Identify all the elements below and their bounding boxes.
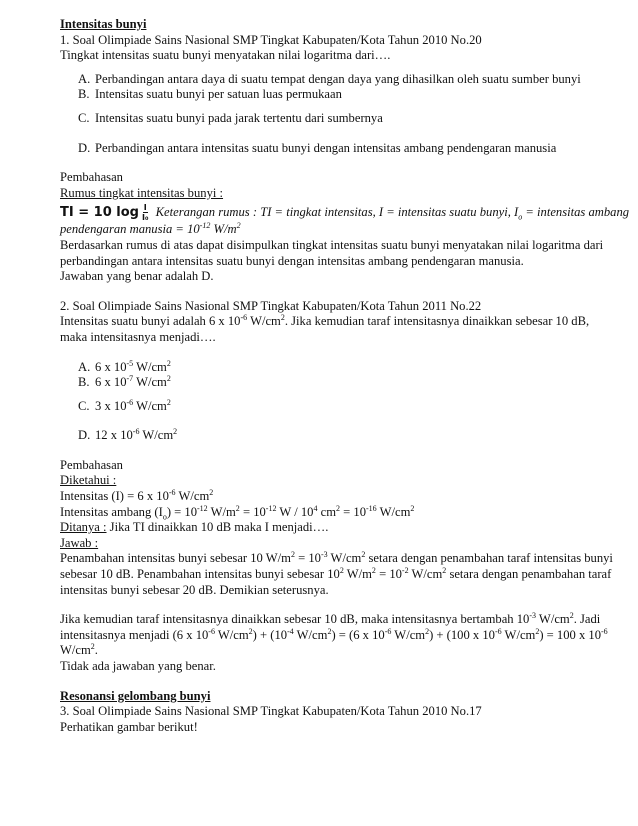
text-part: W / 10 bbox=[276, 504, 314, 519]
text-part: 12 x 10 bbox=[95, 428, 133, 443]
pembahasan-1-label: Pembahasan bbox=[60, 170, 123, 185]
exponent: -4 bbox=[287, 626, 294, 636]
option-letter: B. bbox=[78, 87, 90, 102]
q2-option-b bbox=[60, 375, 610, 391]
text-part: W/m bbox=[343, 567, 372, 582]
question-3-heading: 3. Soal Olimpiade Sains Nasional SMP Tingkat Kabupaten/Kota Tahun 2010 No.17 bbox=[60, 704, 482, 719]
formula-image bbox=[60, 203, 148, 222]
exponent: 2 bbox=[248, 626, 253, 636]
option-text: Perbandingan antara intensitas suatu bunyi dengan intensitas ambang pendengaran manusia bbox=[95, 140, 557, 155]
exponent: 4 bbox=[313, 503, 318, 513]
text-part: setara dengan penambahan taraf intensitas bunyi bbox=[365, 551, 613, 566]
option-text bbox=[95, 360, 171, 376]
option-letter: B. bbox=[78, 375, 90, 390]
question-2-text-2: maka intensitasnya menjadi…. bbox=[60, 329, 216, 344]
option-text: Perbandingan antara daya di suatu tempat dengan daya yang dihasilkan oleh suatu sumber bunyi bbox=[95, 71, 581, 86]
exponent: 2 bbox=[166, 373, 171, 383]
q1-option-b bbox=[60, 87, 610, 103]
text-part: = 10 bbox=[340, 504, 366, 519]
q2-option-c bbox=[60, 399, 610, 415]
text-part: Intensitas ambang (I bbox=[60, 504, 163, 519]
keterangan-part: = intensitas ambang bbox=[522, 204, 630, 219]
option-letter: A. bbox=[78, 359, 91, 374]
pembahasan-2-label: Pembahasan bbox=[60, 457, 123, 472]
option-text bbox=[95, 375, 171, 391]
exponent: 2 bbox=[209, 487, 214, 497]
text-part: W/cm bbox=[139, 428, 174, 443]
formula-left: TI = 10 log bbox=[60, 205, 139, 221]
section-title-intensitas: Intensitas bunyi bbox=[60, 17, 147, 31]
result-line-3 bbox=[60, 643, 610, 659]
formula-line bbox=[60, 203, 630, 223]
text-part: ) + (100 x 10 bbox=[429, 627, 495, 642]
keterangan-sub: o bbox=[518, 212, 523, 222]
text-part: W/m bbox=[207, 504, 236, 519]
explanation-line-2 bbox=[60, 567, 610, 583]
option-letter: C. bbox=[78, 398, 90, 413]
known-threshold bbox=[60, 505, 610, 521]
text-part: Penambahan intensitas bunyi sebesar 10 W/m bbox=[60, 551, 291, 566]
text-part: 6 x 10 bbox=[95, 359, 127, 374]
exponent: -6 bbox=[384, 626, 392, 636]
question-1-text: Tingkat intensitas suatu bunyi menyatakan nilai logaritma dari…. bbox=[60, 48, 391, 63]
exponent: -16 bbox=[366, 503, 377, 513]
exponent: -12 bbox=[265, 503, 277, 513]
text-part: W/cm bbox=[536, 612, 570, 627]
text-part: . bbox=[94, 643, 98, 658]
text-part: W/cm bbox=[327, 551, 362, 566]
text-part: W/cm bbox=[391, 627, 426, 642]
exponent: 2 bbox=[166, 397, 171, 407]
text-part: intensitasnya menjadi (6 x 10 bbox=[60, 627, 209, 642]
formula-fraction bbox=[142, 203, 148, 222]
diketahui-label: Diketahui : bbox=[60, 473, 117, 488]
text-part: ) = 100 x 10 bbox=[539, 627, 602, 642]
question-2-text bbox=[60, 314, 610, 330]
question-3-text: Perhatikan gambar berikut! bbox=[60, 719, 198, 734]
exponent: -12 bbox=[197, 503, 208, 513]
option-text bbox=[95, 428, 177, 444]
result-line-2 bbox=[60, 628, 610, 644]
exponent: 2 bbox=[339, 565, 344, 575]
jawab-label: Jawab : bbox=[60, 535, 99, 550]
exponent: 2 bbox=[425, 626, 430, 636]
conclusion-line-2: perbandingan antara intensitas suatu bunyi dengan intensitas ambang pendengaran manusia. bbox=[60, 253, 524, 268]
option-text: Intensitas suatu bunyi pada jarak tertentu dari sumbernya bbox=[95, 110, 383, 125]
exponent: 2 bbox=[336, 503, 340, 513]
exponent: 2 bbox=[535, 626, 540, 636]
text-part: 3 x 10 bbox=[95, 398, 127, 413]
option-letter: D. bbox=[78, 140, 91, 155]
question-1-heading: 1. Soal Olimpiade Sains Nasional SMP Tingkat Kabupaten/Kota Tahun 2010 No.20 bbox=[60, 32, 482, 47]
exponent: 2 bbox=[410, 503, 415, 513]
section-title-resonansi: Resonansi gelombang bunyi bbox=[60, 688, 211, 703]
text-part: W/cm bbox=[293, 627, 328, 642]
text-part: setara dengan penambahan taraf bbox=[446, 567, 612, 582]
explanation-line-3: intensitas bunyi sebesar 20 dB. Demikian seterusnya. bbox=[60, 582, 329, 597]
explanation-line-1 bbox=[60, 550, 613, 567]
exponent: -7 bbox=[126, 373, 134, 383]
q2-option-a bbox=[60, 360, 610, 376]
exponent: 2 bbox=[235, 503, 240, 513]
formula-denominator: I₀ bbox=[141, 213, 149, 223]
exponent: 2 bbox=[361, 550, 366, 560]
exponent: 2 bbox=[327, 626, 332, 636]
exponent: 2 bbox=[371, 565, 376, 575]
exponent: -6 bbox=[240, 313, 248, 323]
keterangan-part: Keterangan rumus : TI = tingkat intensitas, I = intensitas suatu bunyi, I bbox=[155, 204, 519, 219]
text-part: W/cm bbox=[60, 643, 91, 658]
exponent: -3 bbox=[529, 611, 537, 621]
q1-option-d bbox=[60, 141, 610, 157]
option-text bbox=[95, 399, 171, 415]
exponent: 2 bbox=[280, 313, 285, 323]
formula-numerator: I bbox=[143, 203, 147, 213]
text-part: W/cm bbox=[133, 375, 167, 390]
text-part: sebesar 10 dB. Penambahan intensitas bunyi sebesar 10 bbox=[60, 567, 340, 582]
q1-option-c bbox=[60, 111, 610, 127]
option-letter: A. bbox=[78, 71, 91, 86]
option-letter: D. bbox=[78, 428, 91, 443]
q1-option-a bbox=[60, 72, 610, 88]
ditanya-line bbox=[60, 520, 610, 536]
q2-option-d bbox=[60, 428, 610, 444]
text-part: Intensitas suatu bunyi adalah 6 x 10 bbox=[60, 314, 241, 329]
text-part: = 10 bbox=[294, 551, 321, 566]
text-part: cm bbox=[317, 504, 336, 519]
option-text: Intensitas suatu bunyi per satuan luas permukaan bbox=[95, 87, 342, 102]
document-page bbox=[60, 17, 630, 735]
keterangan-text bbox=[155, 204, 630, 222]
exponent: 2 bbox=[90, 642, 95, 652]
keterangan-continued bbox=[60, 222, 610, 238]
conclusion-line-1: Berdasarkan rumus di atas dapat disimpulkan tingkat intensitas suatu bunyi menyatakan nilai logaritma dari bbox=[60, 237, 604, 252]
text-part: W/cm bbox=[376, 504, 411, 519]
text-part: W/cm bbox=[408, 567, 443, 582]
text-part: ) = (6 x 10 bbox=[331, 627, 385, 642]
exponent: -6 bbox=[208, 626, 215, 636]
text-part: . Jadi bbox=[573, 612, 601, 627]
exponent: -6 bbox=[168, 487, 176, 497]
text-part: = 10 bbox=[239, 504, 266, 519]
exponent: -6 bbox=[601, 626, 608, 636]
text-part: = 10 bbox=[375, 567, 402, 582]
text-part: W/cm bbox=[133, 398, 167, 413]
text-part: Intensitas (I) = 6 x 10 bbox=[60, 489, 169, 504]
keterangan-exp: 2 bbox=[236, 221, 241, 231]
ditanya-label: Ditanya : bbox=[60, 520, 107, 535]
text-part: W/cm bbox=[175, 489, 210, 504]
result-line-1 bbox=[60, 612, 610, 628]
text-part: . Jika kemudian taraf intensitasnya dinaikkan sebesar 10 dB, bbox=[284, 314, 590, 329]
text-part: 6 x 10 bbox=[95, 375, 127, 390]
answer-1: Jawaban yang benar adalah D. bbox=[60, 269, 214, 284]
exponent: 2 bbox=[442, 565, 447, 575]
exponent: -5 bbox=[126, 358, 134, 368]
question-2-heading: 2. Soal Olimpiade Sains Nasional SMP Tingkat Kabupaten/Kota Tahun 2011 No.22 bbox=[60, 298, 482, 313]
exponent: -6 bbox=[494, 626, 502, 636]
exponent: 2 bbox=[569, 611, 574, 621]
exponent: 2 bbox=[173, 427, 178, 437]
option-letter: C. bbox=[78, 110, 90, 125]
known-intensity bbox=[60, 489, 610, 505]
exponent: -6 bbox=[132, 427, 140, 437]
keterangan-part: W/m bbox=[210, 222, 237, 237]
text-part: W/cm bbox=[214, 627, 249, 642]
ditanya-text: Jika TI dinaikkan 10 dB maka I menjadi…. bbox=[106, 520, 329, 535]
exponent: -6 bbox=[126, 397, 134, 407]
keterangan-exp: -12 bbox=[199, 221, 211, 231]
exponent: -3 bbox=[320, 550, 328, 560]
rumus-title: Rumus tingkat intensitas bunyi : bbox=[60, 185, 224, 200]
text-part: W/cm bbox=[133, 359, 167, 374]
no-answer-line: Tidak ada jawaban yang benar. bbox=[60, 659, 216, 673]
subscript: o bbox=[162, 512, 167, 522]
exponent: 2 bbox=[290, 550, 295, 560]
text-part: ) + (10 bbox=[252, 627, 288, 642]
exponent: 2 bbox=[166, 358, 171, 368]
text-part: W/cm bbox=[501, 627, 536, 642]
exponent: -2 bbox=[401, 565, 409, 575]
text-part: ) = 10 bbox=[166, 504, 198, 519]
keterangan-part: pendengaran manusia = 10 bbox=[60, 222, 200, 237]
text-part: Jika kemudian taraf intensitasnya dinaikkan sebesar 10 dB, maka intensitasnya bertambah 10 bbox=[60, 612, 530, 627]
text-part: W/cm bbox=[247, 314, 281, 329]
